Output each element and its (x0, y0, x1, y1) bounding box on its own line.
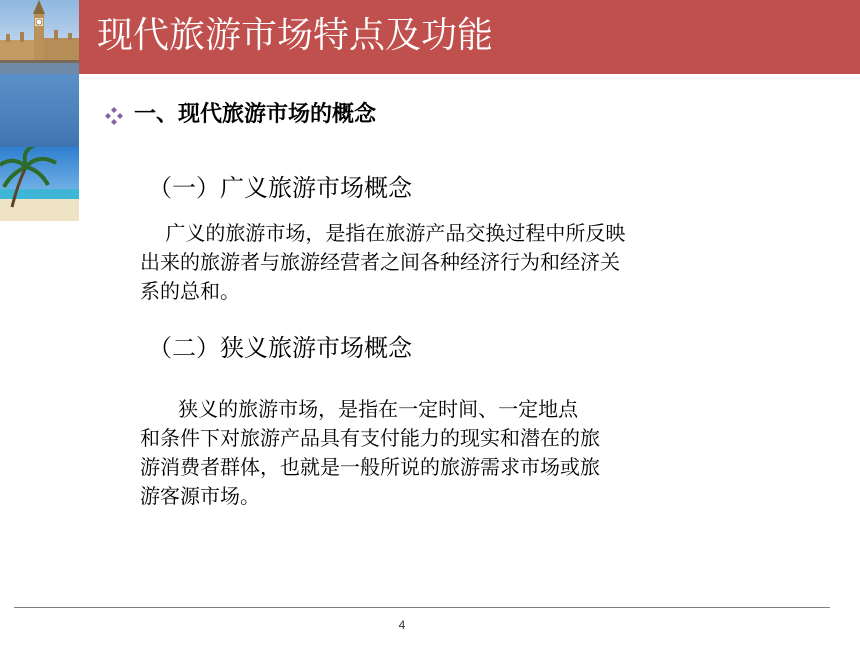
diamond-cluster-bullet-icon (104, 106, 124, 126)
paragraph-line: 狭义的旅游市场，是指在一定时间、一定地点 (140, 397, 579, 421)
broad-definition-paragraph (140, 219, 625, 306)
blue-decorative-panel (0, 74, 79, 147)
paragraph-line: 系的总和。 (140, 279, 240, 303)
footer-divider (14, 607, 830, 608)
title-bar (79, 0, 860, 74)
paragraph-line: 和条件下对旅游产品具有支付能力的现实和潜在的旅 (140, 426, 600, 450)
slide-title: 现代旅游市场特点及功能 (97, 15, 494, 56)
beach-palm-thumbnail (0, 147, 79, 221)
page-number: 4 (398, 618, 406, 632)
paragraph-line: 广义的旅游市场，是指在旅游产品交换过程中所反映 (140, 221, 626, 245)
paragraph-line: 游消费者群体，也就是一般所说的旅游需求市场或旅 (140, 455, 600, 479)
section-heading: 一、现代旅游市场的概念 (134, 102, 377, 127)
london-thumbnail (0, 0, 79, 74)
broad-definition-heading: （一）广义旅游市场概念 (148, 174, 412, 202)
paragraph-line: 出来的旅游者与旅游经营者之间各种经济行为和经济关 (140, 250, 620, 274)
narrow-definition-heading: （二）狭义旅游市场概念 (148, 334, 412, 362)
paragraph-line: 游客源市场。 (140, 484, 260, 508)
narrow-definition-paragraph (140, 395, 600, 511)
